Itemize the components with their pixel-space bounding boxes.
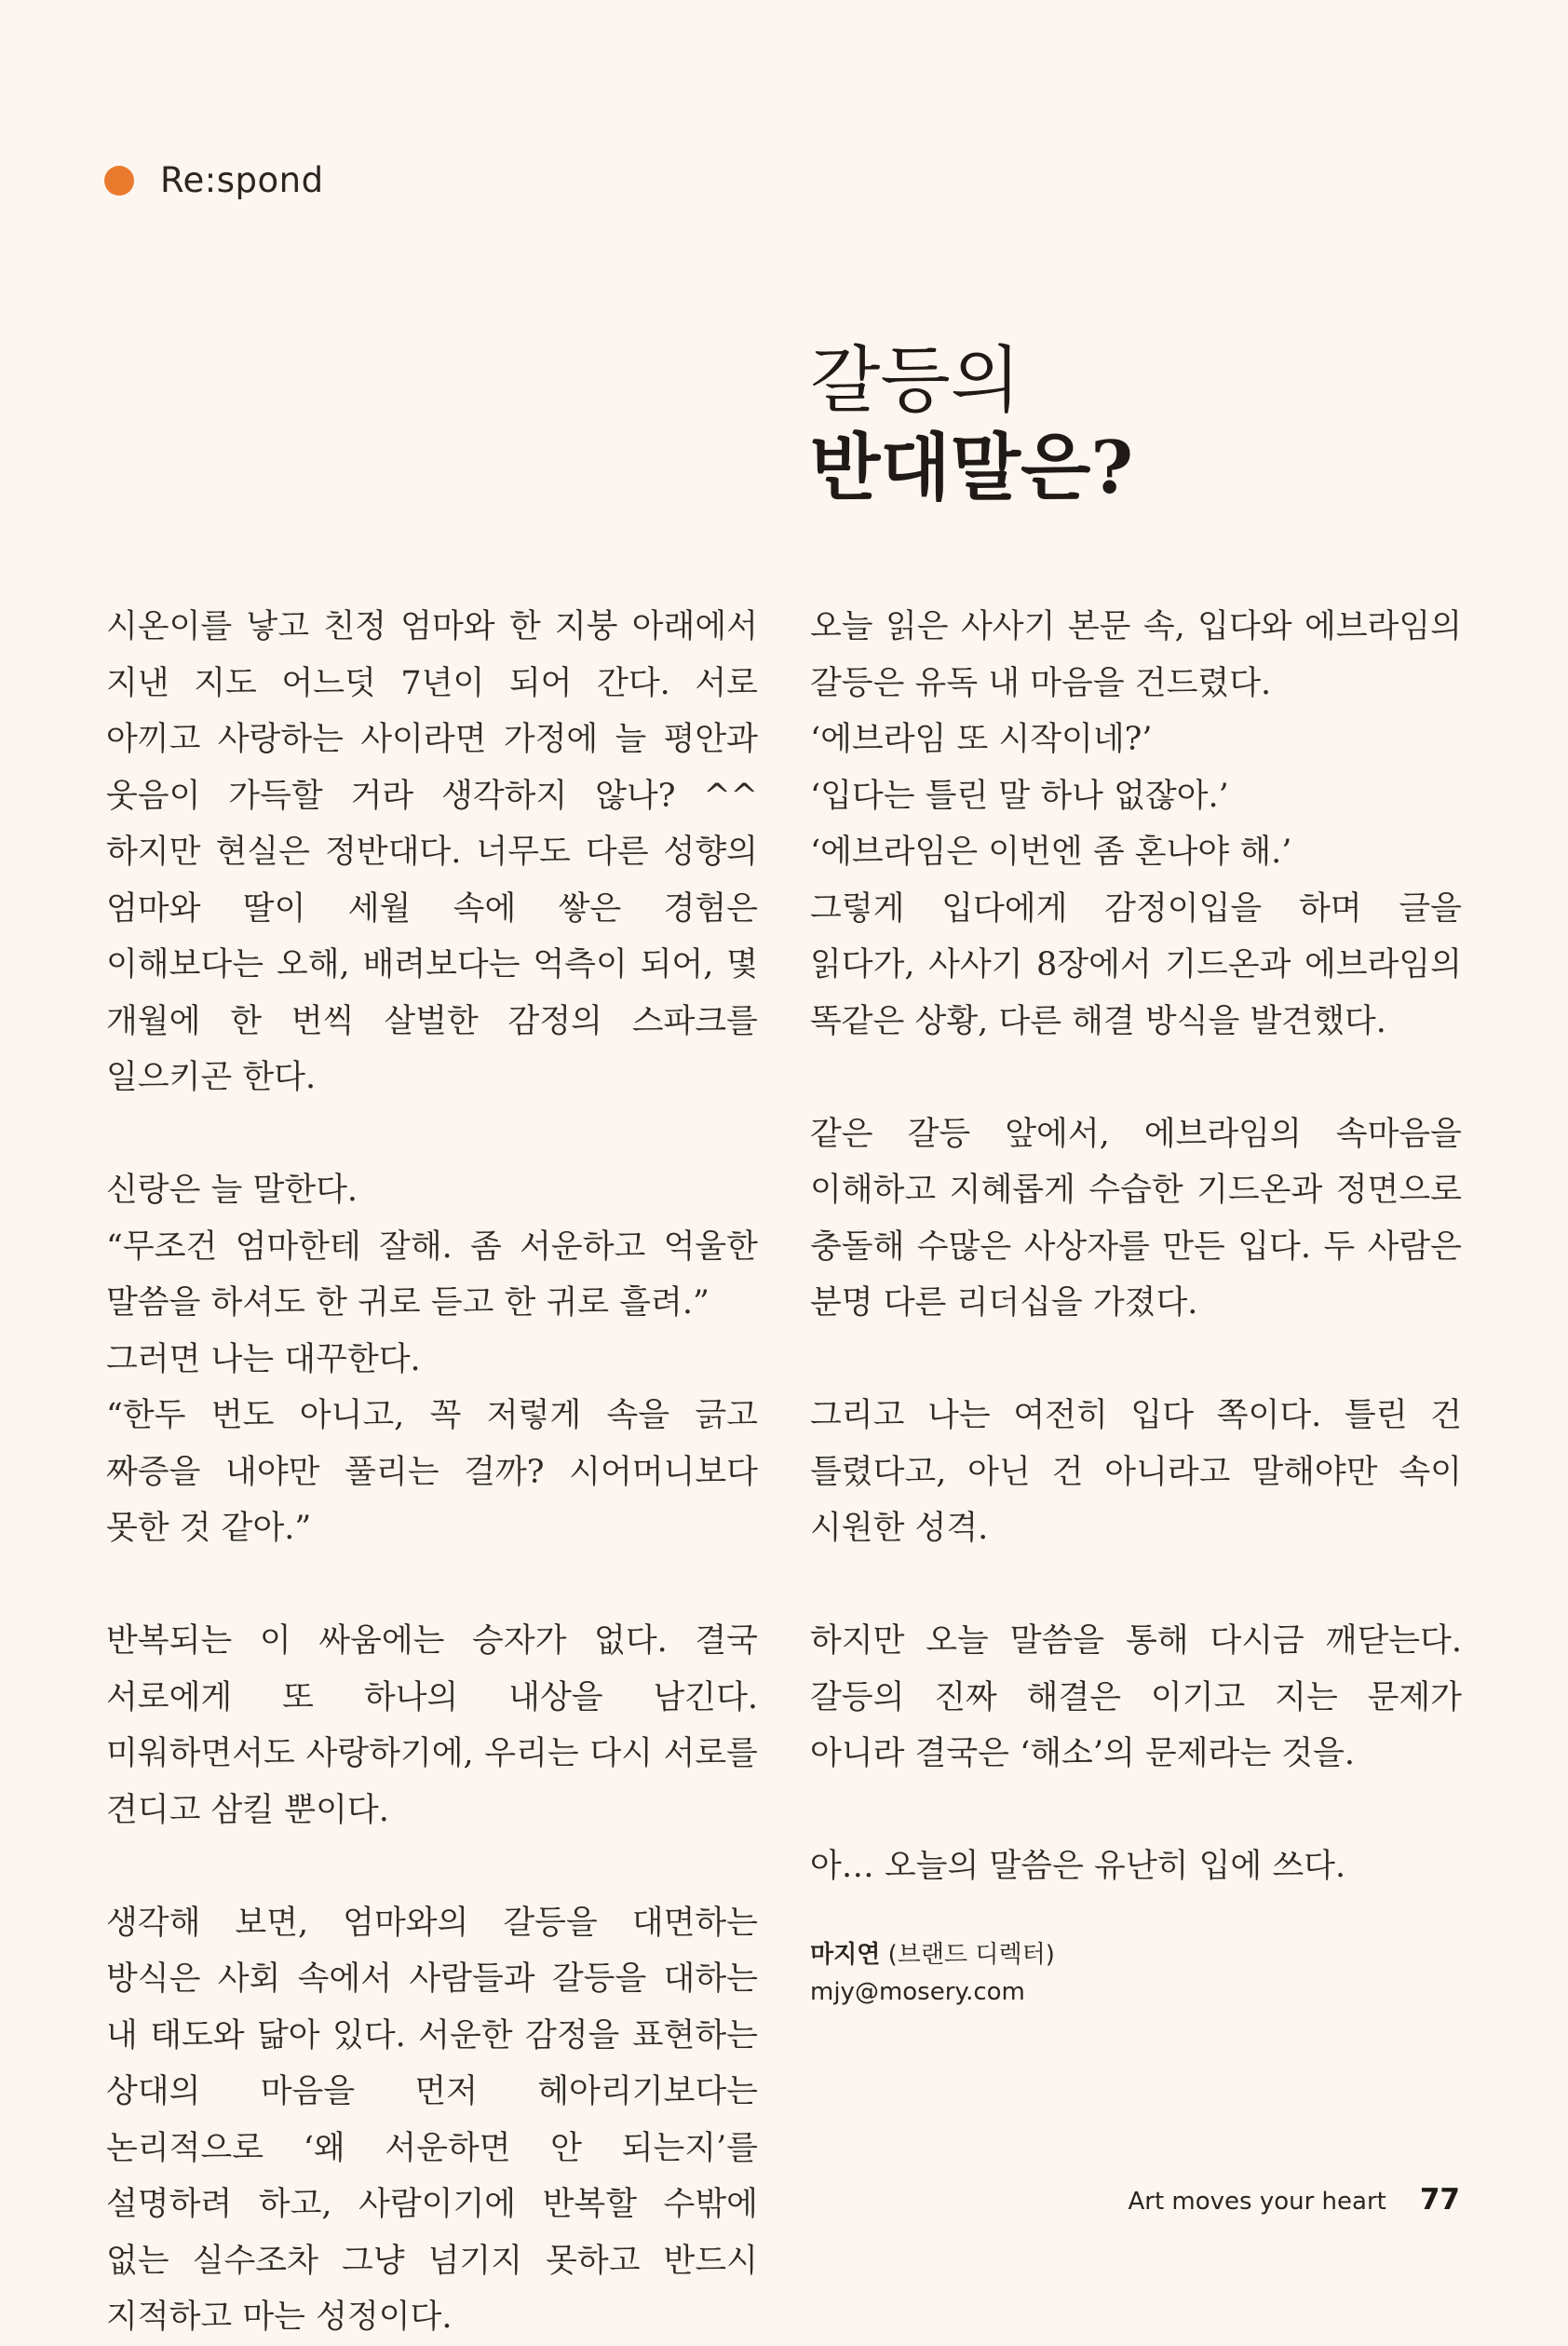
author-role: (브랜드 디렉터) [887, 1940, 1055, 1969]
paragraph: 시온이를 낳고 친정 엄마와 한 지붕 아래에서 지낸 지도 어느덧 7년이 되어 간다. 서로 아끼고 사랑하는 사이라면 가정에 늘 평안과 웃음이 가득할 거라 생각하지 않나? ^^ 하지만 현실은 정반대다. 너무도 다른 성향의 엄마와 딸이 세월 속에 쌓은 경험은 이해보다는 오해, 배려보다는 억측이 되어, 몇 개월에 한 번씩 살벌한 감정의 스파크를 일으키곤 한다. [106, 608, 758, 1096]
section-tag [104, 160, 324, 200]
paragraph: 오늘 읽은 사사기 본문 속, 입다와 에브라임의 갈등은 유독 내 마음을 건드렸다. [810, 608, 1462, 702]
paragraph: 아… 오늘의 말씀은 유난히 입에 쓰다. [810, 1848, 1346, 1885]
right-column [810, 599, 1462, 2011]
paragraph: 하지만 오늘 말씀을 통해 다시금 깨닫는다. 갈등의 진짜 해결은 이기고 지는 문제가 아니라 결국은 ‘해소’의 문제라는 것을. [810, 1622, 1462, 1772]
quote-line: ‘에브라임 또 시작이네?’ [810, 721, 1153, 758]
page-footer [1128, 2183, 1460, 2217]
paragraph: 같은 갈등 앞에서, 에브라임의 속마음을 이해하고 지혜롭게 수습한 기드온과 정면으로 충돌해 수많은 사상자를 만든 입다. 두 사람은 분명 다른 리더십을 가졌다. [810, 1115, 1462, 1322]
quote-line: ‘입다는 틀린 말 하나 없잖아.’ [810, 777, 1229, 815]
quote-line: “한두 번도 아니고, 꼭 저렇게 속을 긁고 짜증을 내야만 풀리는 걸까? 시어머니보다 못한 것 같아.” [106, 1397, 758, 1547]
paragraph: 생각해 보면, 엄마와의 갈등을 대면하는 방식은 사회 속에서 사람들과 갈등을 대하는 내 태도와 닮아 있다. 서운한 감정을 표현하는 상대의 마음을 먼저 헤아리기보다는 논리적으로 ‘왜 서운하면 안 되는지’를 설명하려 하고, 사람이기에 반복할 수밖에 없는 실수조차 그냥 넘기지 못하고 반드시 지적하고 마는 성정이다. [106, 1904, 758, 2336]
quote-line: “무조건 엄마한테 잘해. 좀 서운하고 억울한 말씀을 하셔도 한 귀로 듣고 한 귀로 흘려.” [106, 1227, 758, 1322]
paragraph: 반복되는 이 싸움에는 승자가 없다. 결국 서로에게 또 하나의 내상을 남긴다. 미워하면서도 사랑하기에, 우리는 다시 서로를 견디고 삼킬 뿐이다. [106, 1622, 758, 1829]
author-name: 마지연 [810, 1940, 881, 1969]
author-email: mjy@mosery.com [810, 1977, 1025, 2006]
article-title [810, 337, 1462, 512]
paragraph: 그렇게 입다에게 감정이입을 하며 글을 읽다가, 사사기 8장에서 기드온과 에브라임의 똑같은 상황, 다른 해결 방식을 발견했다. [810, 889, 1462, 1040]
quote-line: ‘에브라임은 이번엔 좀 혼나야 해.’ [810, 834, 1292, 871]
title-line-2: 반대말은? [810, 426, 1134, 510]
paragraph: 신랑은 늘 말한다. [106, 1172, 358, 1209]
section-dot-icon [104, 166, 134, 196]
paragraph: 그러면 나는 대꾸한다. [106, 1340, 421, 1378]
footer-tagline: Art moves your heart [1128, 2188, 1386, 2216]
title-line-1: 갈등의 [810, 339, 1021, 423]
left-column [106, 599, 758, 2346]
author-block [810, 1936, 1462, 2011]
section-label: Re:spond [160, 160, 324, 200]
page-number: 77 [1419, 2183, 1460, 2217]
paragraph: 그리고 나는 여전히 입다 쪽이다. 틀린 건 틀렸다고, 아닌 건 아니라고 말해야만 속이 시원한 성격. [810, 1397, 1462, 1547]
